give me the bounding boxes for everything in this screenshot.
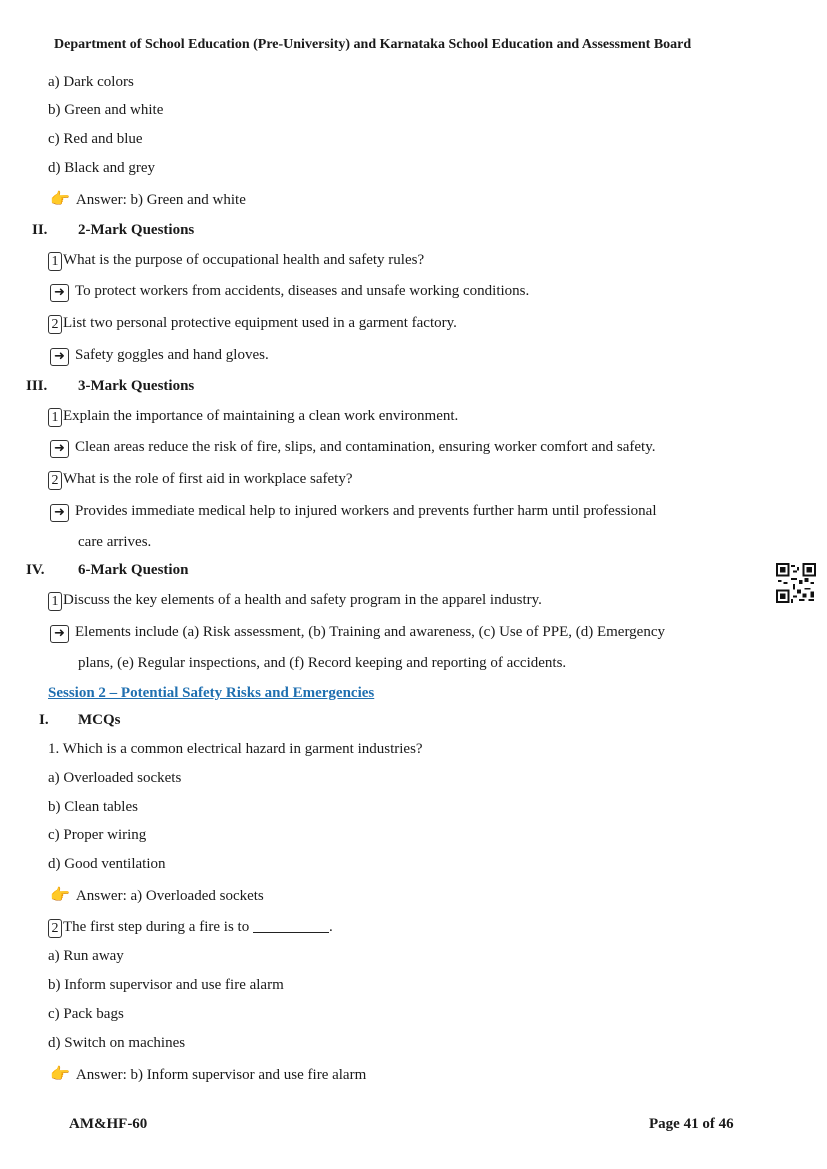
section-title: MCQs — [78, 712, 121, 728]
answer-line: ➜ Clean areas reduce the risk of fire, slips, and contamination, ensuring worker comfort and safety. — [50, 437, 656, 458]
pointing-hand-icon: 👉 — [50, 885, 70, 904]
right-arrow-icon: ➜ — [50, 440, 69, 458]
answer-line: ➜ To protect workers from accidents, diseases and unsafe working conditions. — [50, 281, 529, 302]
number-box: 1 — [48, 592, 62, 611]
pointing-hand-icon: 👉 — [50, 189, 70, 208]
right-arrow-icon: ➜ — [50, 504, 69, 522]
question: 1. Which is a common electrical hazard in garment industries? — [48, 741, 423, 757]
question: 2 The first step during a fire is to . — [48, 917, 333, 938]
section-roman: III. — [26, 378, 48, 394]
right-arrow-icon: ➜ — [50, 625, 69, 643]
option: d) Good ventilation — [48, 856, 166, 872]
pointing-hand-icon: 👉 — [50, 1064, 70, 1083]
answer-line: 👉 Answer: a) Overloaded sockets — [50, 885, 264, 904]
answer-continuation: plans, (e) Regular inspections, and (f) Record keeping and reporting of accidents. — [78, 655, 567, 671]
section-title: 6-Mark Question — [78, 562, 189, 578]
number-box: 1 — [48, 252, 62, 271]
section-roman: I. — [39, 712, 49, 728]
answer-line: 👉 Answer: b) Green and white — [50, 189, 246, 208]
answer-line: ➜ Safety goggles and hand gloves. — [50, 345, 269, 366]
number-box: 2 — [48, 919, 62, 938]
question: 2 List two personal protective equipment used in a garment factory. — [48, 313, 457, 334]
answer-line: ➜ Provides immediate medical help to injured workers and prevents further harm until professional — [50, 501, 657, 522]
answer-line: 👉 Answer: b) Inform supervisor and use fire alarm — [50, 1064, 367, 1083]
page-number: Page 41 of 46 — [649, 1116, 734, 1132]
footer-code: AM&HF-60 — [69, 1116, 148, 1132]
number-box: 1 — [48, 408, 62, 427]
question: 1 Explain the importance of maintaining a clean work environment. — [48, 406, 458, 427]
option: b) Clean tables — [48, 799, 138, 815]
question: 1 Discuss the key elements of a health and safety program in the apparel industry. — [48, 590, 542, 611]
page-header: Department of School Education (Pre-University) and Karnataka School Education and Assessment Board — [54, 37, 692, 52]
qr-code-icon — [776, 563, 816, 603]
question: 1 What is the purpose of occupational health and safety rules? — [48, 250, 424, 271]
section-roman: II. — [32, 222, 48, 238]
option: b) Inform supervisor and use fire alarm — [48, 977, 284, 993]
right-arrow-icon: ➜ — [50, 348, 69, 366]
section-title: 2-Mark Questions — [78, 222, 195, 238]
answer-continuation: care arrives. — [78, 534, 152, 550]
right-arrow-icon: ➜ — [50, 284, 69, 302]
option: d) Black and grey — [48, 160, 156, 176]
option: a) Overloaded sockets — [48, 770, 182, 786]
option: c) Pack bags — [48, 1006, 124, 1022]
option: a) Run away — [48, 948, 124, 964]
answer-line: ➜ Elements include (a) Risk assessment, (b) Training and awareness, (c) Use of PPE, (d) Emergency — [50, 622, 665, 643]
question: 2 What is the role of first aid in workplace safety? — [48, 469, 352, 490]
number-box: 2 — [48, 315, 62, 334]
fill-in-blank — [253, 918, 329, 933]
session-heading-link[interactable]: Session 2 – Potential Safety Risks and Emergencies — [48, 685, 375, 701]
number-box: 2 — [48, 471, 62, 490]
option: b) Green and white — [48, 102, 164, 118]
option: d) Switch on machines — [48, 1035, 186, 1051]
option: c) Red and blue — [48, 131, 143, 147]
option: a) Dark colors — [48, 74, 134, 90]
section-roman: IV. — [26, 562, 45, 578]
section-title: 3-Mark Questions — [78, 378, 195, 394]
option: c) Proper wiring — [48, 827, 147, 843]
